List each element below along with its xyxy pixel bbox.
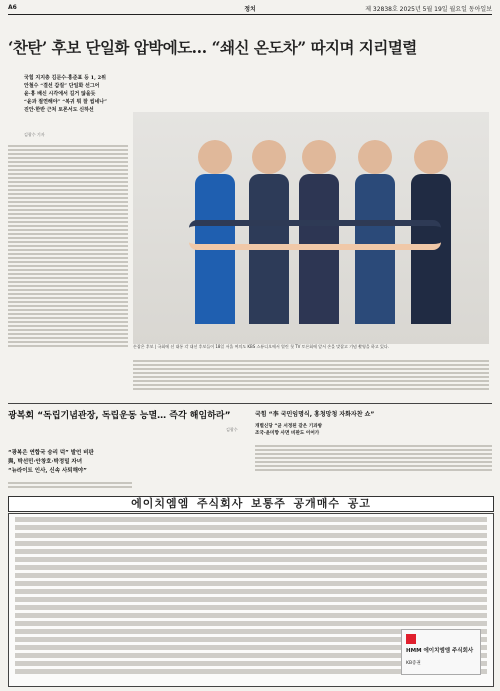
lead-line: “윤과 절연해야” “복귀 뭐 잘 씹네나” [24, 99, 107, 105]
candidate-head-icon [252, 140, 286, 174]
page-number: A6 [8, 4, 17, 11]
second-subhead-2: 與, 박선민·안창호·박정밀 자녀 [8, 459, 83, 465]
candidate-head-icon [414, 140, 448, 174]
candidate-head-icon [302, 140, 336, 174]
third-body [255, 443, 492, 493]
third-subhead-2: 조국·윤미향 사면 비판도 이어가 [255, 431, 320, 436]
joined-hands [189, 220, 441, 250]
ad-notice [8, 513, 494, 687]
candidate-head-icon [358, 140, 392, 174]
candidate-photo [133, 112, 489, 344]
divider [8, 403, 492, 404]
candidate-head-icon [198, 140, 232, 174]
lead-line: 진안·한반 근처 토론서도 신하선 [24, 107, 94, 113]
second-byline: 김광수 [226, 427, 238, 432]
third-subhead-1: 개별신당 “균 서정된 같은 기과방 [255, 424, 323, 429]
lead-line: 안철수 “결선 갑질” 단일화 선그어 [24, 83, 100, 89]
section-name: 정치 [244, 6, 256, 13]
hmm-logo-icon [406, 634, 416, 644]
article-body-left [8, 143, 128, 370]
photo-caption: 손잡은 후보 | 국회에 선 대통 각 대선 후보들이 18일 서울 여의도 KBS 스튜디오에서 열린 첫 TV 토론회에 앞서 손을 맞잡고 기념 촬영을 하고 있다. [133, 344, 390, 349]
ad-title: 에이치엠엠 주식회사 보통주 공개매수 공고 [8, 496, 494, 512]
lead-summary [24, 74, 126, 114]
second-headline: 광복회 “독립기념관장, 독립운동 능멸… 즉각 해임하라” [8, 411, 231, 421]
lead-line: 국힘 지지층 김문수·홍준표 등 1, 2위 [24, 75, 106, 81]
article-body-main [133, 358, 489, 397]
main-headline: ‘찬탄’ 후보 단일화 압박에도… “쇄신 온도차” 따지며 지리멸렬 [8, 38, 417, 57]
second-body [8, 480, 132, 494]
second-subhead-1: “광복은 연합국 승리 덕” 발언 비판 [8, 450, 94, 456]
lead-line: 윤·홍 배신 시각에서 길거 않을듯 [24, 91, 96, 97]
third-headline: 국힘 “李 국민임명식, 홍청망청 자화자찬 쇼” [255, 411, 375, 418]
company-logo [401, 629, 481, 675]
edition-info: 제 32838호 2025년 5월 19일 월요일 동아일보 [365, 6, 492, 13]
page-header [8, 4, 492, 15]
second-subhead-3: “뉴라이트 인사, 신속 사퇴해야” [8, 468, 87, 474]
sponsor-name: KB증권 [406, 661, 421, 666]
byline: 김광수 기자 [24, 132, 45, 137]
logo-name: HMM 에이치엠엠 주식회사 [406, 648, 474, 654]
